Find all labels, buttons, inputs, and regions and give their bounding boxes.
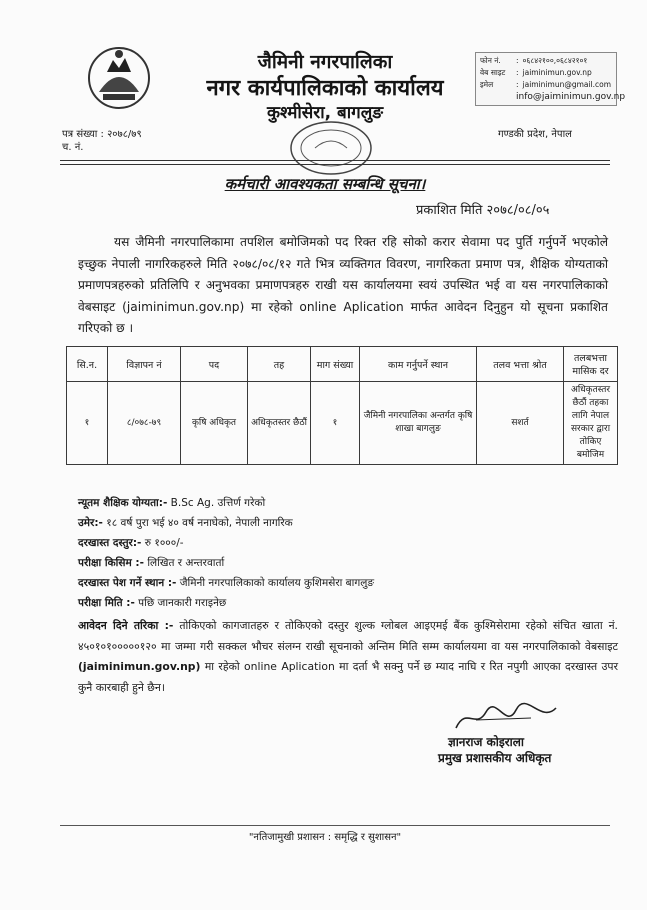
exam-type-value: लिखित र अन्तरवार्ता <box>147 557 225 569</box>
office-seal-stamp-icon <box>285 118 377 178</box>
education-line <box>78 496 265 510</box>
website-label: वेब साइट <box>480 68 506 77</box>
col-header-monthly-rate: तलबभत्ता मासिक दर <box>564 347 618 382</box>
cell-monthly-rate: अधिकृतस्तर छैठौं तहका लागि नेपाल सरकार द्वारा तोकिए बमोजिम <box>564 382 618 465</box>
phone-label: फोन नं. <box>480 56 501 65</box>
education-label: न्यूतम शैक्षिक योग्यता:- <box>78 497 168 509</box>
fee-value: रु १०००/- <box>144 537 184 549</box>
fee-line <box>78 536 184 550</box>
notice-body: यस जैमिनी नगरपालिकामा तपशिल बमोजिमको पद रिक्त रहि सोको करार सेवामा पद पुर्ति गर्नुपर्ने भएकोले इच्छुक नेपाली नागरिकहरुले मिति २०७८/०८/१२ गते भित्र व्यक्तिगत विवरण, नागरिकता प्रमाण पत्र, शैक्षिक योग्यताको प्रमाणपत्रहरुको प्रतिलिपि र अनुभवका प्रमाणपत्रहरु राखी यस कार्यालयमा स्वयं उपस्थित भई वा यस नगरपालिकाको वेबसाइट (jaiminimun.gov.np) मा रहेको online Aplication मार्फत आवेदन दिनुहुन यो सूचना प्रकाशित गरिएको छ । <box>78 235 608 335</box>
application-website: (jaiminimun.gov.np) <box>78 660 201 673</box>
cell-workplace: जैमिनी नगरपालिका अन्तर्गत कृषि शाखा बागलुङ <box>360 382 477 465</box>
header-divider <box>60 160 610 161</box>
municipality-name: जैमिनी नगरपालिका <box>257 51 393 73</box>
letter-number: पत्र संख्या : २०७८/७९ <box>62 129 142 140</box>
published-date: प्रकाशित मिति २०७८/०८/०५ <box>416 203 550 218</box>
email-value: jaiminimun@gmail.com <box>522 80 612 89</box>
exam-type-label: परीक्षा किसिम :- <box>78 557 144 569</box>
email-label: इमेल <box>480 80 494 89</box>
phone-value: ०६८४२१००,०६८४२१०१ <box>522 56 588 65</box>
age-label: उमेर:- <box>78 517 103 529</box>
application-method-text-2: मा रहेको online Aplication मा दर्ता भै सक्नु पर्ने छ म्याद नाघि र रित नपुगी आएका दरखास्त उपर कुनै कारबाही हुने छैन। <box>78 660 618 694</box>
signature-icon <box>446 700 566 736</box>
table-header-row <box>67 347 618 382</box>
col-header-level: तह <box>248 347 311 382</box>
application-method-label: आवेदन दिने तरिका :- <box>78 619 174 632</box>
website-value: jaiminimun.gov.np <box>522 68 592 77</box>
cell-ad-no: ८/०७८-७९ <box>108 382 181 465</box>
cell-sn: १ <box>67 382 108 465</box>
footer-slogan: "नतिजामुखी प्रशासन : समृद्धि र सुशासन" <box>248 832 402 843</box>
signatory-name: ज्ञानराज कोइराला <box>448 735 525 749</box>
header-divider-2 <box>60 164 610 165</box>
footer-divider <box>60 825 610 826</box>
signatory-title: प्रमुख प्रशासकीय अधिकृत <box>438 751 552 765</box>
office-address: कुश्मीसेरा, बागलुङ <box>266 103 384 123</box>
nepal-emblem-icon <box>83 42 155 114</box>
office-name: नगर कार्यपालिकाको कार्यालय <box>206 76 444 101</box>
cell-level: अधिकृतस्तर छैठौं <box>248 382 311 465</box>
application-method-text: तोकिएको कागजातहरु र तोकिएको दस्तुर शुल्क ग्लोबल आइएमई बैंक कुश्मिसेरामा रहेको संचित खाता नं. ४५०१०१०००००१२० मा जम्मा गरी सक्कल भौचर संलग्न राखी सूचनाको अन्तिम मिति सम्म कार्यालयमा वा यस नगरपालिकाको वेबसाइट <box>78 619 618 653</box>
age-line <box>78 516 293 530</box>
exam-date-line <box>78 596 226 610</box>
province-label: गण्डकी प्रदेश, नेपाल <box>498 129 572 140</box>
exam-date-value: पछि जानकारी गराइनेछ <box>138 597 227 609</box>
email-value-2: info@jaiminimun.gov.np <box>516 92 626 102</box>
col-header-post: पद <box>181 347 248 382</box>
cell-quota: १ <box>311 382 360 465</box>
education-value: B.Sc Ag. उत्तिर्ण गरेको <box>170 497 266 509</box>
submission-place-label: दरखास्त पेश गर्ने स्थान :- <box>78 577 177 589</box>
col-header-quota: माग संख्या <box>311 347 360 382</box>
dispatch-number: च. नं. <box>62 142 84 153</box>
contact-box: फोन नं. : ०६८४२१००,०६८४२१०१ वेब साइट : jaiminimun.gov.np इमेल : jaiminimun@gmail.com info@jaiminimun.gov.np <box>475 52 617 106</box>
cell-salary-source: सशर्त <box>477 382 564 465</box>
exam-date-label: परीक्षा मिति :- <box>78 597 135 609</box>
col-header-sn: सि.न. <box>67 347 108 382</box>
age-value: १८ वर्ष पुरा भई ४० वर्ष ननाघेको, नेपाली नागरिक <box>106 517 293 529</box>
cell-post: कृषि अधिकृत <box>181 382 248 465</box>
fee-label: दरखास्त दस्तुर:- <box>78 537 142 549</box>
col-header-ad-no: विज्ञापन नं <box>108 347 181 382</box>
col-header-workplace: काम गर्नुपर्ने स्थान <box>360 347 477 382</box>
submission-place-value: जैमिनी नगरपालिकाको कार्यालय कुशिमसेरा बागलुङ <box>179 577 375 589</box>
col-header-salary-source: तलव भत्ता श्रोत <box>477 347 564 382</box>
submission-place-line <box>78 576 374 590</box>
application-method <box>78 616 618 698</box>
table-row <box>67 382 618 465</box>
vacancy-table <box>66 346 618 465</box>
notice-title: कर्मचारी आवश्यकता सम्बन्धि सूचना। <box>224 175 426 193</box>
exam-type-line <box>78 556 224 570</box>
reference-block <box>62 128 142 154</box>
